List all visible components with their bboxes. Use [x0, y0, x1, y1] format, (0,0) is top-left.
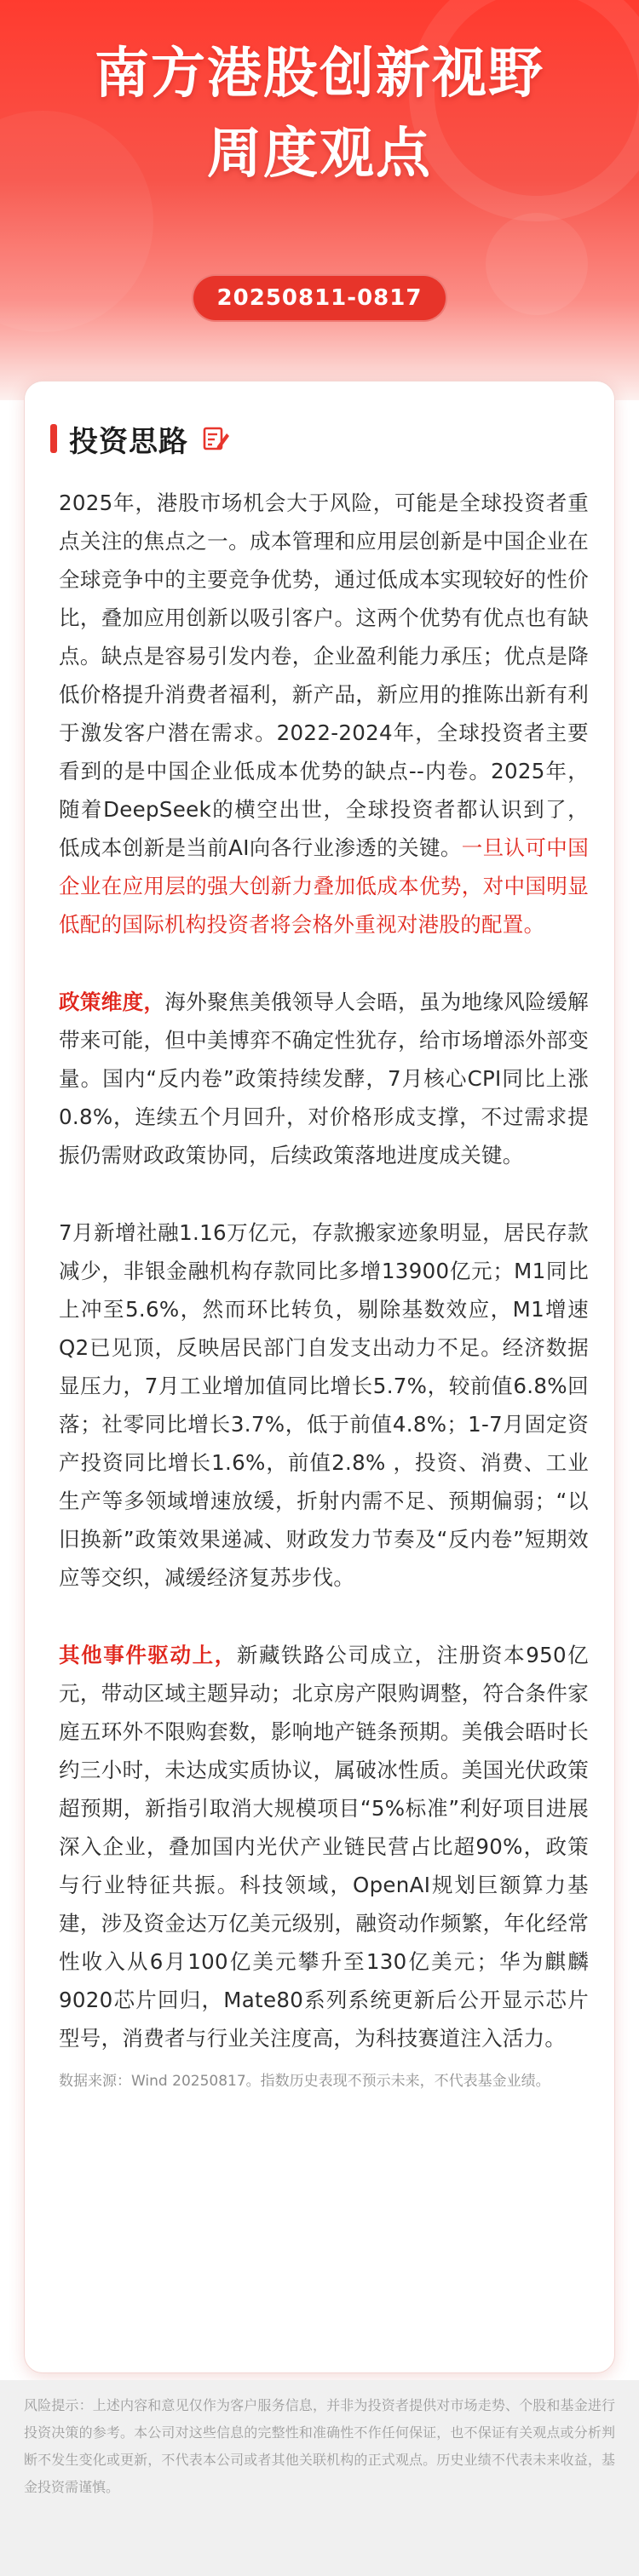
- section-accent-bar: [50, 424, 57, 453]
- highlight-text: 一旦认可中国企业在应用层的强大创新力叠加低成本优势，对中国明显低配的国际机构投资者将会格外重视对港股的配置。: [59, 835, 589, 937]
- paragraph-text: 海外聚焦美俄领导人会晤，虽为地缘风险缓解带来可能，但中美博弈不确定性犹存，给市场增添外部变量。国内“反内卷”政策持续发酵，7月核心CPI同比上涨0.8%，连续五个月回升，对价格形成支撑，不过需求提振仍需财政政策协同，后续政策落地进度成关键。: [59, 990, 590, 1168]
- page-title: [0, 34, 639, 194]
- paragraph-text: 2025年，港股市场机会大于风险，可能是全球投资者重点关注的焦点之一。成本管理和应用层创新是中国企业在全球竞争中的主要竞争优势，通过低成本实现较好的性价比，叠加应用创新以吸引客户。这两个优势有优点也有缺点。缺点是容易引发内卷，企业盈利能力承压；优点是降低价格提升消费者福利，新产品，新应用的推陈出新有利于激发客户潜在需求。2022-2024年，全球投资者主要看到的是中国企业低成本优势的缺点--内卷。2025年，随着DeepSeek的横空出世，全球投资者都认识到了，低成本创新是当前AI向各行业渗透的关键。: [59, 491, 589, 860]
- decorative-circle: [486, 213, 588, 315]
- section-title: 投资思路: [69, 424, 188, 459]
- content-body: [59, 484, 589, 2093]
- section-header: [50, 421, 231, 459]
- paragraph-investment-view: [59, 484, 589, 944]
- content-card: [24, 381, 615, 2373]
- paragraph-text: 7月新增社融1.16万亿元，存款搬家迹象明显，居民存款减少，非银金融机构存款同比多增13900亿元；M1同比上冲至5.6%，然而环比转负，剔除基数效应，M1增速Q2已见顶，反映居民部门自发支出动力不足。经济数据显压力，7月工业增加值同比增长5.7%，较前值6.8%回落；社零同比增长3.7%，低于前值4.8%；1-7月固定资产投资同比增长1.6%，前值2.8% ，投资、消费、工业生产等多领域增速放缓，折射内需不足、预期偏弱；“以旧换新”政策效果递减、财政发力节奏及“反内卷”短期效应等交织，减缓经济复苏步伐。: [59, 1220, 589, 1590]
- risk-disclaimer: [0, 2380, 639, 2576]
- paragraph-keyword: 政策维度，: [59, 990, 165, 1014]
- title-line-1: 南方港股创新视野: [95, 43, 544, 106]
- disclaimer-text: 风险提示：上述内容和意见仅作为客户服务信息，并非为投资者提供对市场走势、个股和基金进行投资决策的参考。本公司对这些信息的完整性和准确性不作任何保证，也不保证有关观点或分析判断不发生变化或更新，不代表本公司或者其他关联机构的正式观点。历史业绩不代表未来收益，基金投资需谨慎。: [24, 2397, 615, 2495]
- paragraph-keyword: 其他事件驱动上，: [59, 1643, 237, 1667]
- header-banner: [0, 0, 639, 400]
- data-source-note: 数据来源：Wind 20250817。指数历史表现不预示未来，不代表基金业绩。: [59, 2073, 550, 2090]
- edit-note-icon: [200, 423, 231, 454]
- paragraph-text: 新藏铁路公司成立，注册资本950亿元，带动区域主题异动；北京房产限购调整，符合条件家庭五环外不限购套数，影响地产链条预期。美俄会晤时长约三小时，未达成实质协议，属破冰性质。美国光伏政策超预期，新指引取消大规模项目“5%标准”利好项目进展深入企业，叠加国内光伏产业链民营占比超90%，政策与行业特征共振。科技领域，OpenAI规划巨额算力基建，涉及资金达万亿美元级别，融资动作频繁，年化经常性收入从6月100亿美元攀升至130亿美元；华为麒麟9020芯片回归，Mate80系列系统更新后公开显示芯片型号，消费者与行业关注度高，为科技赛道注入活力。: [59, 1643, 589, 2051]
- paragraph-events: [59, 1636, 589, 2057]
- date-range-badge: 20250811-0817: [192, 274, 447, 322]
- paragraph-policy: [59, 983, 589, 1174]
- title-line-2: 周度观点: [207, 123, 432, 186]
- paragraph-macro-data: [59, 1213, 589, 1597]
